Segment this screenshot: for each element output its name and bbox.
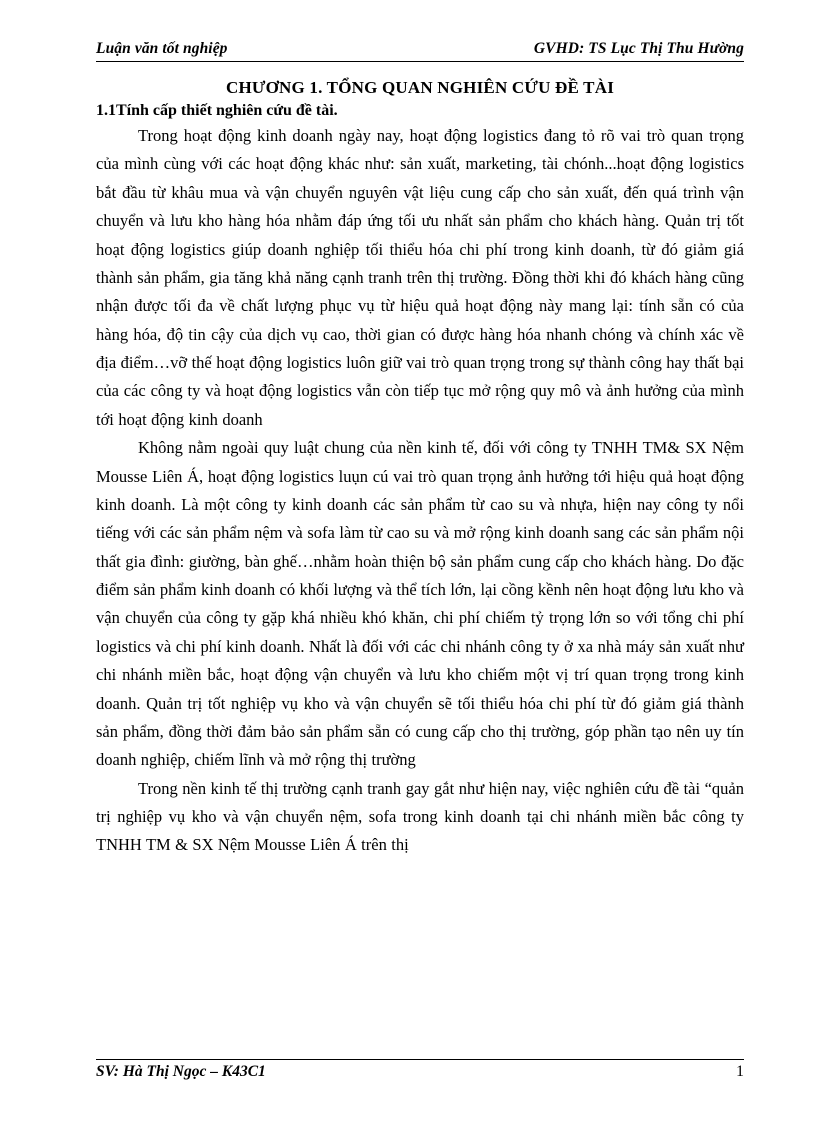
- body-paragraph: Không nằm ngoài quy luật chung của nền kinh tế, đối với công ty TNHH TM& SX Nệm Mousse Liên Á, hoạt động logistics luụn cú vai trò quan trọng ảnh hưởng tới hiệu quả hoạt động kinh doanh. Là một công ty kinh doanh các sản phẩm từ cao su và nhựa, hiện nay công ty nổi tiếng với các sản phẩm nệm và sofa làm từ cao su và mở rộng kinh doanh sang các sản phẩm nội thất gia đình: giường, bàn ghế…nhằm hoàn thiện bộ sản phẩm cung cấp cho khách hàng. Do đặc điểm sản phẩm kinh doanh có khối lượng và thể tích lớn, lại cồng kềnh nên hoạt động lưu kho và vận chuyển của công ty gặp khá nhiều khó khăn, chi phí chiếm tỷ trọng lớn so với tổng chi phí logistics và chi phí kinh doanh. Nhất là đối với các chi nhánh công ty ở xa nhà máy sản xuất như chi nhánh miền bắc, hoạt động vận chuyển và lưu kho chiếm một vị trí quan trọng trong kinh doanh. Quản trị tốt nghiệp vụ kho và vận chuyển sẽ tối thiểu hóa chi phí từ đó giảm giá thành sản phẩm, đồng thời đảm bảo sản phẩm sẵn có cung cấp cho thị trường, góp phần tạo nên uy tín doanh nghiệp, chiếm lĩnh và mở rộng thị trường: [96, 438, 744, 770]
- body-paragraph: Trong nền kinh tế thị trường cạnh tranh gay gắt như hiện nay, việc nghiên cứu đề tài “quản trị nghiệp vụ kho và vận chuyển nệm, sofa trong kinh doanh tại chi nhánh miền bắc công ty TNHH TM & SX Nệm Mousse Liên Á trên thị: [96, 778, 744, 855]
- section-heading: 1.1Tính cấp thiết nghiên cứu đề tài.: [96, 102, 338, 119]
- page-number: 1: [736, 1063, 744, 1080]
- chapter-title: CHƯƠNG 1. TỔNG QUAN NGHIÊN CỨU ĐỀ TÀI: [225, 78, 615, 97]
- footer-left-text: SV: Hà Thị Ngọc – K43C1: [96, 1063, 266, 1080]
- header-left-text: Luận văn tốt nghiệp: [96, 40, 228, 57]
- page-footer: [96, 1059, 744, 1081]
- header-right-text: GVHD: TS Lục Thị Thu Hường: [533, 40, 744, 57]
- page-header: [96, 40, 744, 62]
- body-paragraph: Trong hoạt động kinh doanh ngày nay, hoạt động logistics đang tỏ rõ vai trò quan trọng của mình cùng với các hoạt động khác như: sản xuất, marketing, tài chónh...hoạt động logistics bắt đầu từ khâu mua và vận chuyển nguyên vật liệu cung cấp cho sản xuất, đến quá trình vận chuyển và lưu kho hàng hóa nhằm đáp ứng tối ưu nhất sản phẩm cho khách hàng. Quản trị tốt hoạt động logistics giúp doanh nghiệp tối thiểu hóa chi phí trong kinh doanh, từ đó giảm giá thành sản phẩm, gia tăng khả năng cạnh tranh trên thị trường. Đồng thời khi đó khách hàng cũng nhận được tối đa về chất lượng phục vụ từ hiệu quả hoạt động này mang lại: tính sẵn có của hàng hóa, độ tin cậy của dịch vụ cao, thời gian có được hàng hóa nhanh chóng và chính xác về địa điểm…vỡ thế hoạt động logistics luôn giữ vai trò quan trọng trong sự thành công hay thất bại của các công ty và hoạt động logistics vẫn còn tiếp tục mở rộng quy mô và ảnh hưởng của mình tới hoạt động kinh doanh: [96, 126, 744, 429]
